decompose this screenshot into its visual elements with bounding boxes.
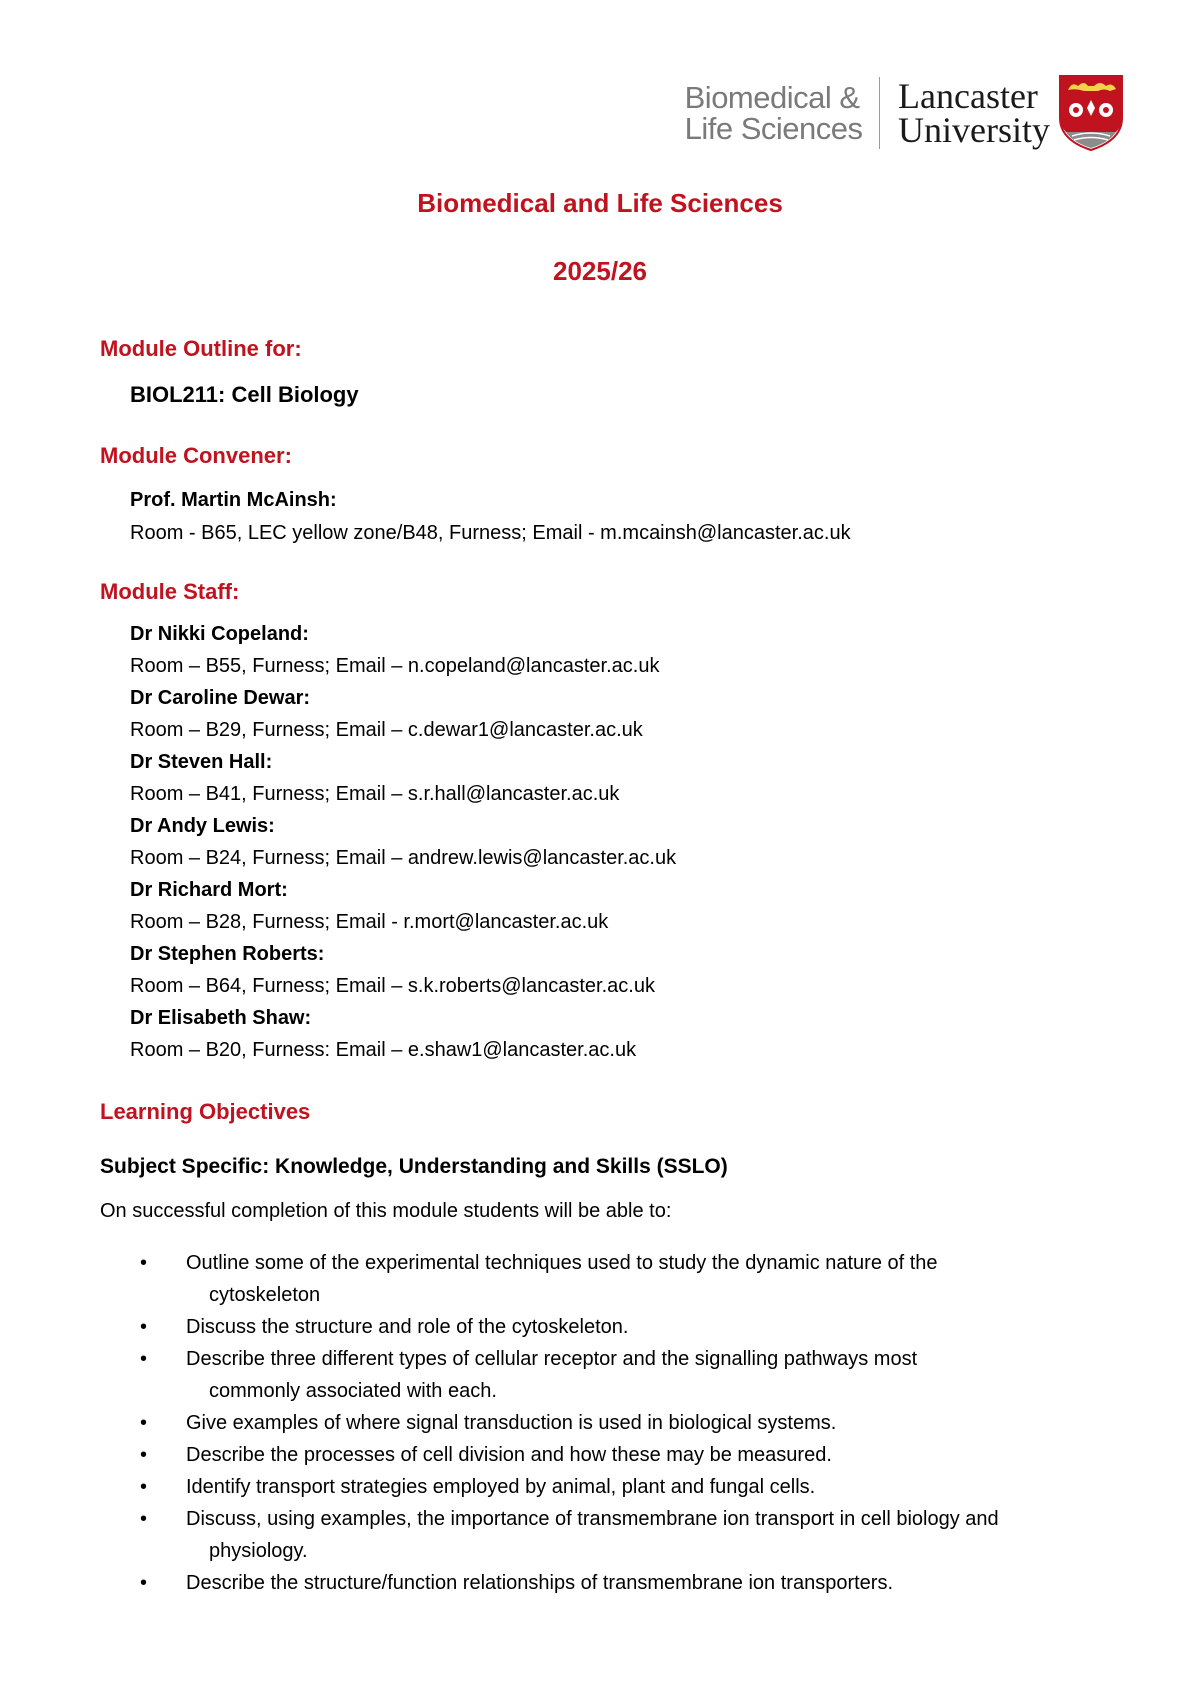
staff-name: Dr Steven Hall:	[130, 751, 273, 773]
academic-year: 2025/26	[553, 256, 647, 286]
logo-divider	[879, 77, 881, 149]
list-item-text: Give examples of where signal transduction is used in biological systems.	[186, 1412, 837, 1434]
staff-list	[130, 618, 676, 1066]
header-logos	[685, 74, 1124, 152]
convener-name: Prof. Martin McAinsh:	[130, 489, 337, 511]
bullet-icon: •	[140, 1412, 148, 1434]
university-logo-line1: Lancaster	[898, 76, 1038, 116]
bullet-icon: •	[140, 1444, 148, 1466]
bullet-icon: •	[140, 1252, 148, 1274]
staff-detail: Room – B55, Furness; Email – n.copeland@lancaster.ac.uk	[130, 655, 660, 677]
list-item	[0, 1439, 1200, 1471]
staff-name: Dr Caroline Dewar:	[130, 687, 311, 709]
convener-detail: Room - B65, LEC yellow zone/B48, Furness; Email - m.mcainsh@lancaster.ac.uk	[130, 522, 851, 544]
list-item-text: Describe the structure/function relationships of transmembrane ion transporters.	[186, 1572, 894, 1594]
staff-detail: Room – B28, Furness; Email - r.mort@lancaster.ac.uk	[130, 911, 609, 933]
sslo-subheading: Subject Specific: Knowledge, Understanding and Skills (SSLO)	[100, 1155, 728, 1178]
list-item-text: Discuss, using examples, the importance of transmembrane ion transport in cell biology and	[186, 1508, 999, 1530]
list-item-text: Describe the processes of cell division and how these may be measured.	[186, 1444, 832, 1466]
staff-detail: Room – B41, Furness; Email – s.r.hall@lancaster.ac.uk	[130, 783, 620, 805]
module-code-title: BIOL211: Cell Biology	[130, 382, 359, 407]
staff-member	[130, 618, 676, 682]
department-logo-line2: Life Sciences	[684, 111, 863, 146]
list-item	[0, 1471, 1200, 1503]
staff-name: Dr Nikki Copeland:	[130, 623, 309, 645]
list-item	[0, 1247, 1200, 1311]
list-item	[0, 1311, 1200, 1343]
list-item-text: Describe three different types of cellular receptor and the signalling pathways most	[186, 1348, 918, 1370]
staff-member	[130, 874, 676, 938]
list-item	[0, 1343, 1200, 1407]
list-item-text-cont: commonly associated with each.	[209, 1380, 497, 1402]
objectives-list	[0, 1247, 1200, 1599]
list-item-text-cont: physiology.	[209, 1540, 308, 1562]
staff-name: Dr Andy Lewis:	[130, 815, 275, 837]
staff-name: Dr Stephen Roberts:	[130, 943, 325, 965]
department-logo-line1: Biomedical &	[684, 80, 860, 115]
bullet-icon: •	[140, 1476, 148, 1498]
module-convener-heading: Module Convener:	[100, 443, 292, 468]
bullet-icon: •	[140, 1572, 148, 1594]
list-item	[0, 1567, 1200, 1599]
list-item	[0, 1407, 1200, 1439]
list-item	[0, 1503, 1200, 1567]
staff-detail: Room – B20, Furness: Email – e.shaw1@lancaster.ac.uk	[130, 1039, 637, 1061]
learning-objectives-heading: Learning Objectives	[100, 1099, 311, 1124]
module-outline-heading: Module Outline for:	[100, 336, 302, 361]
bullet-icon: •	[140, 1348, 148, 1370]
staff-detail: Room – B64, Furness; Email – s.k.roberts@lancaster.ac.uk	[130, 975, 655, 997]
list-item-text: Outline some of the experimental techniques used to study the dynamic nature of the	[186, 1252, 938, 1274]
bullet-icon: •	[140, 1316, 148, 1338]
list-item-text: Discuss the structure and role of the cytoskeleton.	[186, 1316, 629, 1338]
department-logo	[685, 82, 863, 144]
staff-name: Dr Elisabeth Shaw:	[130, 1007, 312, 1029]
staff-member	[130, 810, 676, 874]
module-staff-heading: Module Staff:	[100, 579, 240, 604]
list-item-text: Identify transport strategies employed by animal, plant and fungal cells.	[186, 1476, 816, 1498]
staff-member	[130, 746, 676, 810]
staff-member	[130, 1002, 676, 1066]
crest-icon	[1058, 74, 1124, 152]
staff-detail: Room – B29, Furness; Email – c.dewar1@lancaster.ac.uk	[130, 719, 643, 741]
university-logo-line2: University	[898, 110, 1050, 150]
staff-member	[130, 938, 676, 1002]
staff-detail: Room – B24, Furness; Email – andrew.lewis@lancaster.ac.uk	[130, 847, 677, 869]
bullet-icon: •	[140, 1508, 148, 1530]
department-title: Biomedical and Life Sciences	[417, 188, 783, 218]
list-item-text-cont: cytoskeleton	[209, 1284, 321, 1306]
staff-member	[130, 682, 676, 746]
staff-name: Dr Richard Mort:	[130, 879, 288, 901]
objectives-intro: On successful completion of this module students will be able to:	[100, 1200, 672, 1222]
university-logo-text	[898, 76, 1050, 150]
